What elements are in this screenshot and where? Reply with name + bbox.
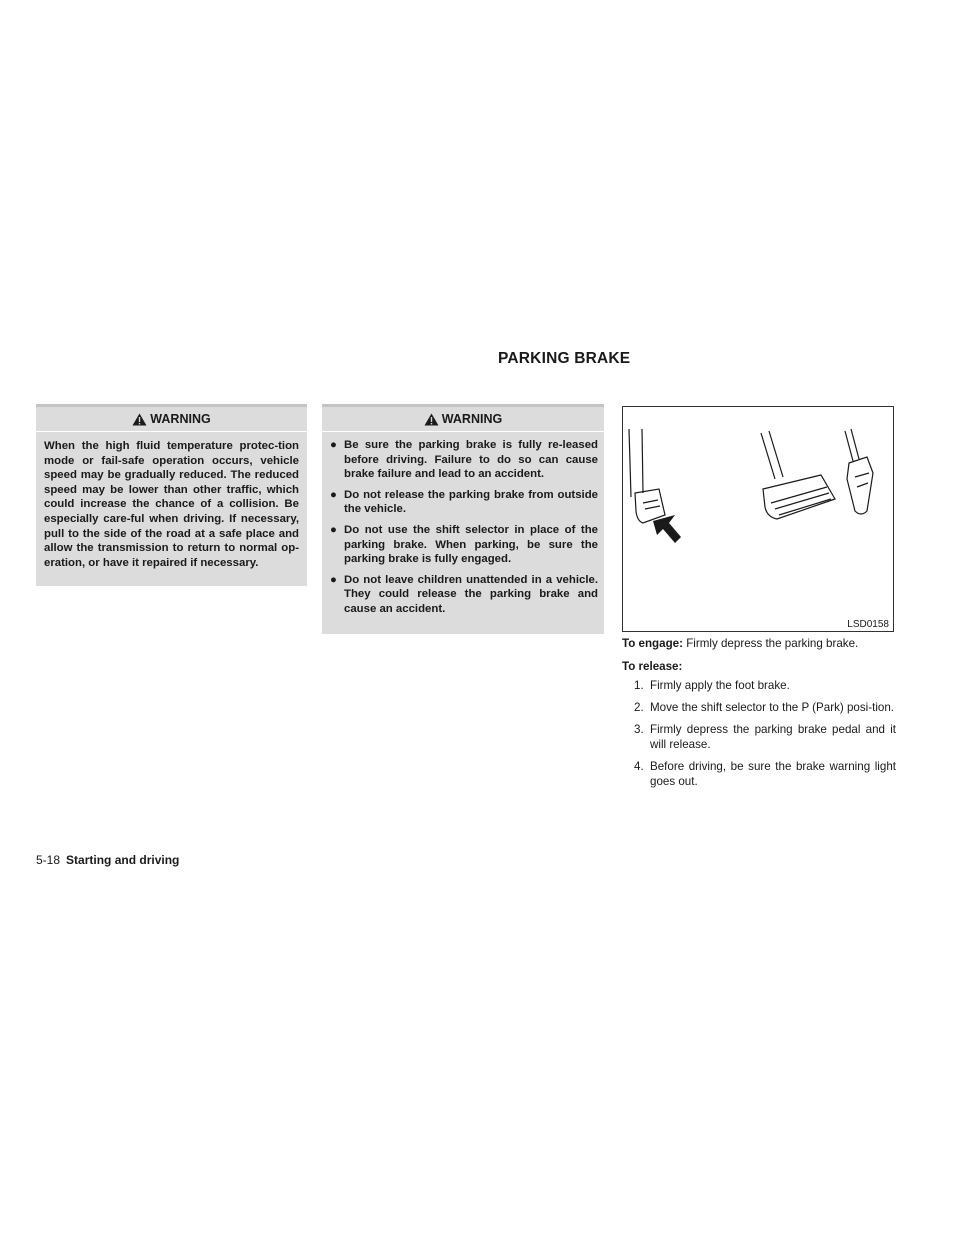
release-label-row xyxy=(622,659,896,674)
release-step: 1. Firmly apply the foot brake. xyxy=(634,679,790,692)
release-step: 4. Before driving, be sure the brake warning light goes out. xyxy=(634,760,896,788)
release-label: To release: xyxy=(622,660,683,673)
pedals-illustration xyxy=(623,407,893,631)
bullet-icon: ● xyxy=(330,573,337,586)
warning-list xyxy=(322,432,604,617)
bullet-icon: ● xyxy=(330,523,337,536)
page-number: 5-18 xyxy=(36,853,61,867)
warning-list-item: ● Do not leave children unattended in a vehicle. They could release the parking brake and cause an accident. xyxy=(330,573,598,615)
engage-text: Firmly depress the parking brake. xyxy=(686,637,859,650)
figure-code: LSD0158 xyxy=(847,619,889,630)
arrow-icon xyxy=(653,515,681,543)
bullet-icon: ● xyxy=(330,488,337,501)
warning-box-parking-brake xyxy=(322,404,604,634)
warning-heading: WARNING xyxy=(150,412,211,426)
warning-list-item: ● Do not use the shift selector in place of the parking brake. When parking, be sure the parking brake is fully engaged. xyxy=(330,523,598,566)
release-step: 3. Firmly depress the parking brake pedal and it will release. xyxy=(634,723,896,751)
engage-instruction xyxy=(622,636,896,651)
warning-header xyxy=(36,407,307,432)
engage-label: To engage: xyxy=(622,637,683,650)
warning-list-item: ● Do not release the parking brake from outside the vehicle. xyxy=(330,488,598,516)
warning-box-fluid-temperature xyxy=(36,404,307,586)
warning-header xyxy=(322,407,604,432)
warning-triangle-icon xyxy=(424,413,439,426)
page-footer xyxy=(36,853,179,867)
bullet-icon: ● xyxy=(330,439,337,451)
warning-text: When the high fluid temperature protec-tion mode or fail-safe operation occurs, vehicle speed may be gradually reduced. The reduced speed may be lower than other traffic, which could increase the chance of a collision. Be especially care-ful when driving. If necessary, pull to the side of the road at a safe place and allow the transmission to return to normal op-eration, or have it repaired if necessary. xyxy=(44,440,299,569)
chapter-title: Starting and driving xyxy=(66,853,180,867)
parking-brake-illustration xyxy=(622,406,894,632)
section-title: PARKING BRAKE xyxy=(498,350,631,367)
parking-brake-instructions xyxy=(622,636,896,796)
warning-triangle-icon xyxy=(132,413,147,426)
release-step: 2. Move the shift selector to the P (Park) posi-tion. xyxy=(634,701,895,714)
warning-heading: WARNING xyxy=(441,412,503,426)
release-steps xyxy=(622,678,896,789)
warning-list-item: ● Be sure the parking brake is fully re-leased before driving. Failure to do so can cause brake failure and lead to an accident. xyxy=(330,439,598,481)
